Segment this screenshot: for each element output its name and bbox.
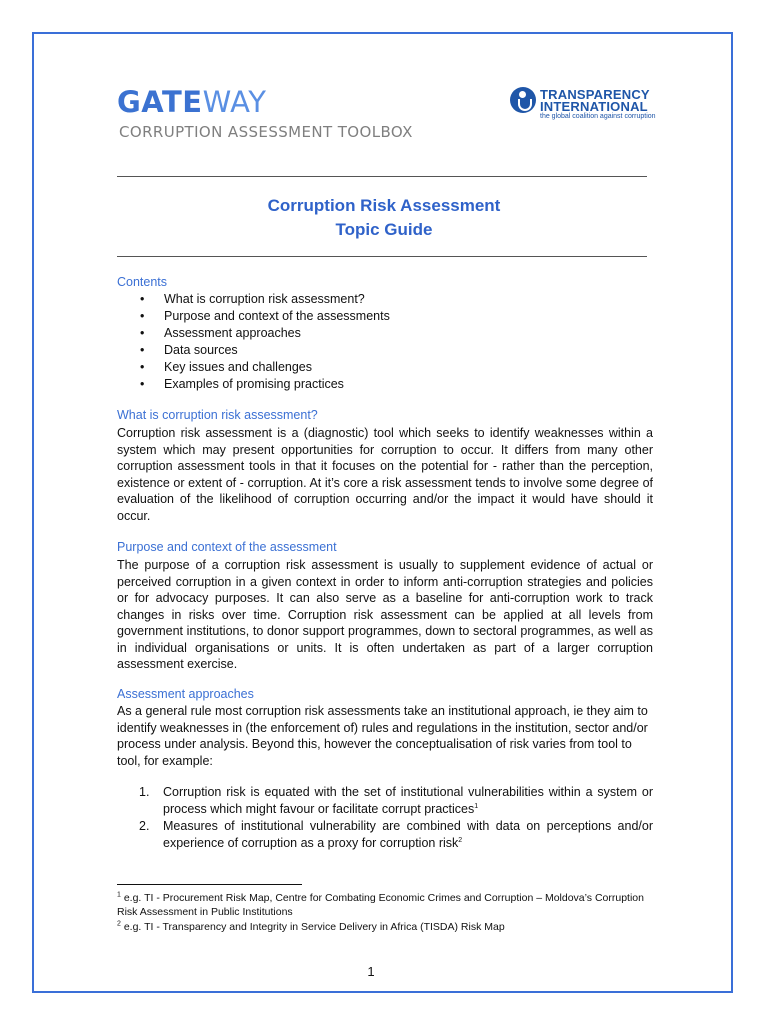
section-body-what: Corruption risk assessment is a (diagnostic) tool which seeks to identify weaknesses within a system which may present opportunities for corruption to occur. It differs from many other corruption assessment tools in that it focuses on the potential for - rather than the perception, existence or extent of - corruption. At it’s core a risk assessment tends to involve some degree of evaluation of the likelihood of corruption occurring and/or the impact it would have should it occur. bbox=[117, 426, 653, 523]
section-body-approaches: As a general rule most corruption risk assessments take an institutional approach, ie they aim to identify weaknesses in (the enforcement of) rules and regulations in the institution, sector and/or process under analysis. Beyond this, however the conceptualisation of risk varies from tool to tool, for example: bbox=[117, 704, 648, 768]
page-number: 1 bbox=[367, 964, 375, 979]
section-heading-purpose: Purpose and context of the assessment bbox=[117, 540, 337, 554]
doc-title-line1: Corruption Risk Assessment bbox=[267, 196, 501, 215]
list-text: Measures of institutional vulnerability are combined with data on perceptions and/or experience of corruption as a proxy for corruption risk bbox=[163, 819, 653, 850]
footnote-text: e.g. TI - Transparency and Integrity in Service Delivery in Africa (TISDA) Risk Map bbox=[120, 921, 505, 933]
approaches-list-item bbox=[139, 818, 653, 851]
approaches-list bbox=[139, 784, 653, 852]
footnote-ref[interactable]: 1 bbox=[474, 802, 479, 810]
logo-gate: GATE bbox=[117, 85, 203, 119]
transparency-international-logo bbox=[510, 86, 660, 122]
toolbox-subtitle: CORRUPTION ASSESSMENT TOOLBOX bbox=[119, 123, 413, 141]
contents-list bbox=[140, 291, 390, 393]
footnote-text: e.g. TI - Procurement Risk Map, Centre for Combating Economic Crimes and Corruption – Moldova’s Corruption Risk Assessment in Public Institutions bbox=[117, 892, 644, 918]
gateway-logo bbox=[117, 85, 267, 119]
divider-bottom bbox=[117, 256, 647, 257]
ti-globe-icon bbox=[510, 87, 536, 113]
section-heading-what: What is corruption risk assessment? bbox=[117, 408, 318, 422]
ti-name-line2: INTERNATIONAL bbox=[540, 99, 648, 114]
contents-item: • Examples of promising practices bbox=[140, 376, 390, 393]
approaches-list-item bbox=[139, 784, 653, 817]
ti-tagline: the global coalition against corruption bbox=[540, 113, 656, 120]
footnote bbox=[117, 891, 657, 919]
list-text: Corruption risk is equated with the set of institutional vulnerabilities within a system or process which might favour or facilitate corrupt practices bbox=[163, 785, 653, 816]
contents-item: • Assessment approaches bbox=[140, 325, 390, 342]
doc-title-line2: Topic Guide bbox=[335, 220, 433, 239]
footnote-ref[interactable]: 2 bbox=[458, 836, 463, 844]
ti-name-line1: TRANSPARENCY bbox=[540, 87, 650, 102]
section-body-purpose: The purpose of a corruption risk assessment is usually to supplement evidence of actual or perceived corruption in a given context in order to inform anti-corruption strategies and policies or for advocacy purposes. It can also serve as a baseline for anti-corruption work to track changes in risks over time. Corruption risk assessment can be applied at all levels from government institutions, to donor support programmes, down to sectoral programmes, as well as in individual organisations or units. It is often undertaken as part of a larger corruption assessment exercise. bbox=[117, 558, 653, 671]
contents-item: • Data sources bbox=[140, 342, 390, 359]
footnote bbox=[117, 920, 657, 934]
divider-top bbox=[117, 176, 647, 177]
footnote-mark: 1 bbox=[117, 891, 121, 899]
list-number: 2. bbox=[139, 819, 150, 833]
list-number: 1. bbox=[139, 785, 150, 799]
footnote-mark: 2 bbox=[117, 920, 121, 928]
contents-item: • Purpose and context of the assessments bbox=[140, 308, 390, 325]
contents-item: • Key issues and challenges bbox=[140, 359, 390, 376]
logo-way: WAY bbox=[202, 85, 267, 119]
section-heading-approaches: Assessment approaches bbox=[117, 687, 254, 701]
footnote-divider bbox=[117, 884, 302, 885]
contents-heading: Contents bbox=[117, 275, 168, 289]
contents-item: • What is corruption risk assessment? bbox=[140, 291, 390, 308]
